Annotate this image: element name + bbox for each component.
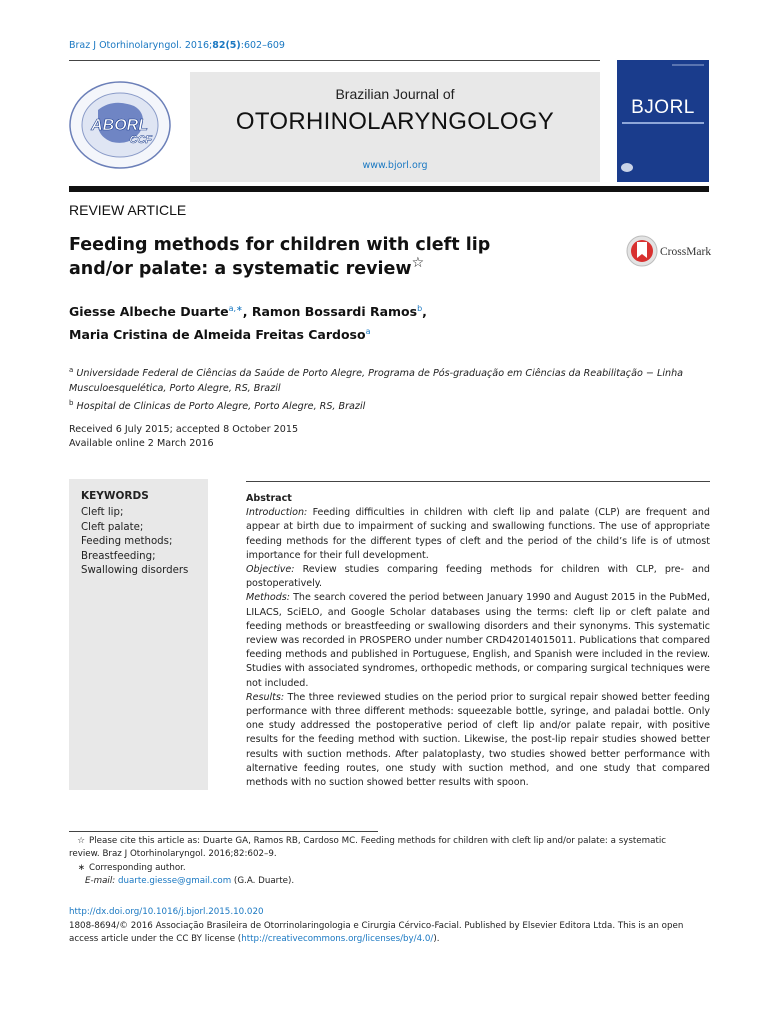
abstract [246, 492, 710, 790]
abstract-section-methods [246, 591, 710, 690]
cover-publisher-mark [621, 163, 633, 172]
citation-journal: Braz J Otorhinolaryngol. 2016; [69, 40, 213, 51]
logo-wordmark: ABORL [91, 117, 148, 134]
affiliation-mark: a [69, 366, 74, 374]
footnote-rule [69, 831, 378, 832]
citation-footnote-line-1: Please cite this article as: Duarte GA, Ramos RB, Cardoso MC. Feeding methods for children with cleft lip and/or palate: a systematic [89, 836, 667, 846]
license-suffix: ). [433, 934, 440, 945]
article-dates [69, 423, 709, 450]
copyright-notice [69, 920, 711, 947]
corresponding-footnote [69, 862, 711, 875]
footnotes [69, 835, 711, 889]
online-date: Available online 2 March 2016 [69, 437, 214, 449]
abstract-section-objective [246, 563, 710, 591]
citation-footnote-cont [69, 848, 711, 861]
logo-wordmark-2: CCF [129, 134, 152, 146]
cover-subtitle-bar [622, 122, 704, 124]
affiliation-item [69, 363, 709, 396]
keywords-heading: KEYWORDS [81, 490, 149, 502]
author-name: Giesse Albeche Duarte [69, 304, 229, 320]
section-label: Results: [246, 691, 285, 703]
author-name: Maria Cristina de Almeida Freitas Cardoso [69, 327, 366, 343]
abstract-heading: Abstract [246, 493, 292, 504]
author-separator: , [242, 304, 252, 320]
journal-citation [69, 40, 285, 51]
author-separator: , [422, 304, 427, 320]
email-footnote [69, 875, 711, 888]
section-text: Feeding difficulties in children with cleft lip and palate (CLP) are frequent and appear at birth due to impairment of sucking and swallowing functions. The use of appropriate feeding methods for the different types of cleft and the period of the child’s life is of utmost importance for their full development. [246, 507, 710, 561]
author-affil-mark[interactable]: b [417, 304, 423, 313]
section-label: Methods: [246, 592, 290, 604]
affiliation-text: Universidade Federal de Ciências da Saúde de Porto Alegre, Programa de Pós-graduação em Ciências da Reabilitação − Linha Musculoesquelética, Porto Alegre, RS, Brazil [69, 368, 684, 394]
aborl-logo [68, 80, 172, 170]
author-affil-mark[interactable]: a [365, 327, 371, 337]
doi-link[interactable]: http://dx.doi.org/10.1016/j.bjorl.2015.10.020 [69, 907, 264, 917]
abstract-top-rule [246, 481, 710, 482]
title-footnote-star[interactable]: ☆ [411, 255, 425, 272]
citation-pages: :602–609 [240, 40, 285, 51]
abstract-section-introduction [246, 506, 710, 563]
journal-name-large: OTORHINOLARYNGOLOGY [235, 108, 555, 135]
author-affil-mark[interactable]: a,∗ [228, 304, 243, 313]
journal-name-small: Brazilian Journal of [335, 86, 455, 102]
email-label: E-mail: [85, 876, 116, 887]
header-top-rule [69, 60, 600, 61]
license-link[interactable]: http://creativecommons.org/licenses/by/4.0/ [241, 934, 434, 945]
citation-volume: 82(5) [212, 40, 241, 51]
cover-title: BJORL [631, 97, 695, 118]
affiliations [69, 363, 709, 415]
footnote-star-symbol: ☆ [77, 836, 85, 846]
section-label: Objective: [246, 564, 295, 576]
corresponding-symbol: ∗ [77, 862, 85, 873]
keyword-item: Cleft palate; [81, 521, 144, 533]
keywords-list [81, 506, 188, 579]
journal-url-link[interactable]: www.bjorl.org [362, 160, 428, 171]
keyword-item: Swallowing disorders [81, 565, 189, 576]
corresponding-text: Corresponding author. [89, 862, 186, 873]
citation-footnote [69, 835, 711, 848]
cover-detail [672, 64, 704, 66]
title-line-2: and/or palate: a systematic review [69, 259, 412, 279]
section-text: Review studies comparing feeding methods for children with CLP, pre- and postoperatively. [246, 564, 710, 590]
author-name: Ramon Bossardi Ramos [251, 304, 418, 320]
keyword-item: Feeding methods; [81, 536, 173, 547]
abstract-section-results [246, 691, 710, 790]
copyright-line-2 [69, 933, 711, 946]
section-text: The three reviewed studies on the period prior to surgical repair showed better feeding performance with three different methods: squeezable bottle, syringe, and paladai bottle. Only one study addressed the postoperative period of cleft lip and/or palate repair, with positive results for the feeding method with suction. Likewise, the post-lip repair studies showed better results with suction methods. After palatoplasty, two studies showed better performance with alternative feeding routes, one study with suction method, and one study that compared methods with no suction showed better results with spoon. [246, 691, 710, 789]
affiliation-item [69, 396, 709, 415]
header-bottom-rule [69, 186, 709, 192]
article-type: REVIEW ARTICLE [69, 202, 187, 218]
section-label: Introduction: [246, 507, 308, 519]
keyword-item: Breastfeeding; [81, 550, 156, 562]
section-text: The search covered the period between January 1990 and August 2015 in the PubMed, LILACS, SciELO, and Google Scholar databases using the terms: cleft lip or cleft palate and feeding methods or breastfeeding or swallowing disorders and their synonyms. This systematic review was recorded in PROSPERO under number CRD42014015011. Publications that compared feeding methods and published in Portuguese, English, and Spanish were included in the review. Studies with associated syndromes, orthopedic methods, or comparing surgical techniques were not included. [246, 592, 711, 689]
crossmark-label[interactable]: CrossMark [660, 246, 712, 258]
received-date: Received 6 July 2015; accepted 8 October 2015 [69, 424, 299, 435]
title-line-1: Feeding methods for children with cleft lip [69, 235, 491, 255]
affiliation-text: Hospital de Clinicas de Porto Alegre, Porto Alegre, RS, Brazil [76, 401, 366, 413]
email-link[interactable]: duarte.giesse@gmail.com [117, 876, 232, 887]
article-title [69, 233, 589, 281]
keyword-item: Cleft lip; [81, 507, 124, 518]
citation-footnote-line-2: review. Braz J Otorhinolaryngol. 2016;82:602–9. [69, 849, 277, 860]
email-owner: (G.A. Duarte). [231, 876, 295, 887]
copyright-line-1: 1808-8694/© 2016 Associação Brasileira de Otorrinolaringologia e Cirurgia Cérvico-Facial. Published by Elsevier Editora Ltda. This is an open [69, 921, 684, 931]
license-prefix: access article under the CC BY license ( [69, 934, 242, 945]
author-list [69, 299, 709, 345]
affiliation-mark: b [69, 399, 74, 408]
